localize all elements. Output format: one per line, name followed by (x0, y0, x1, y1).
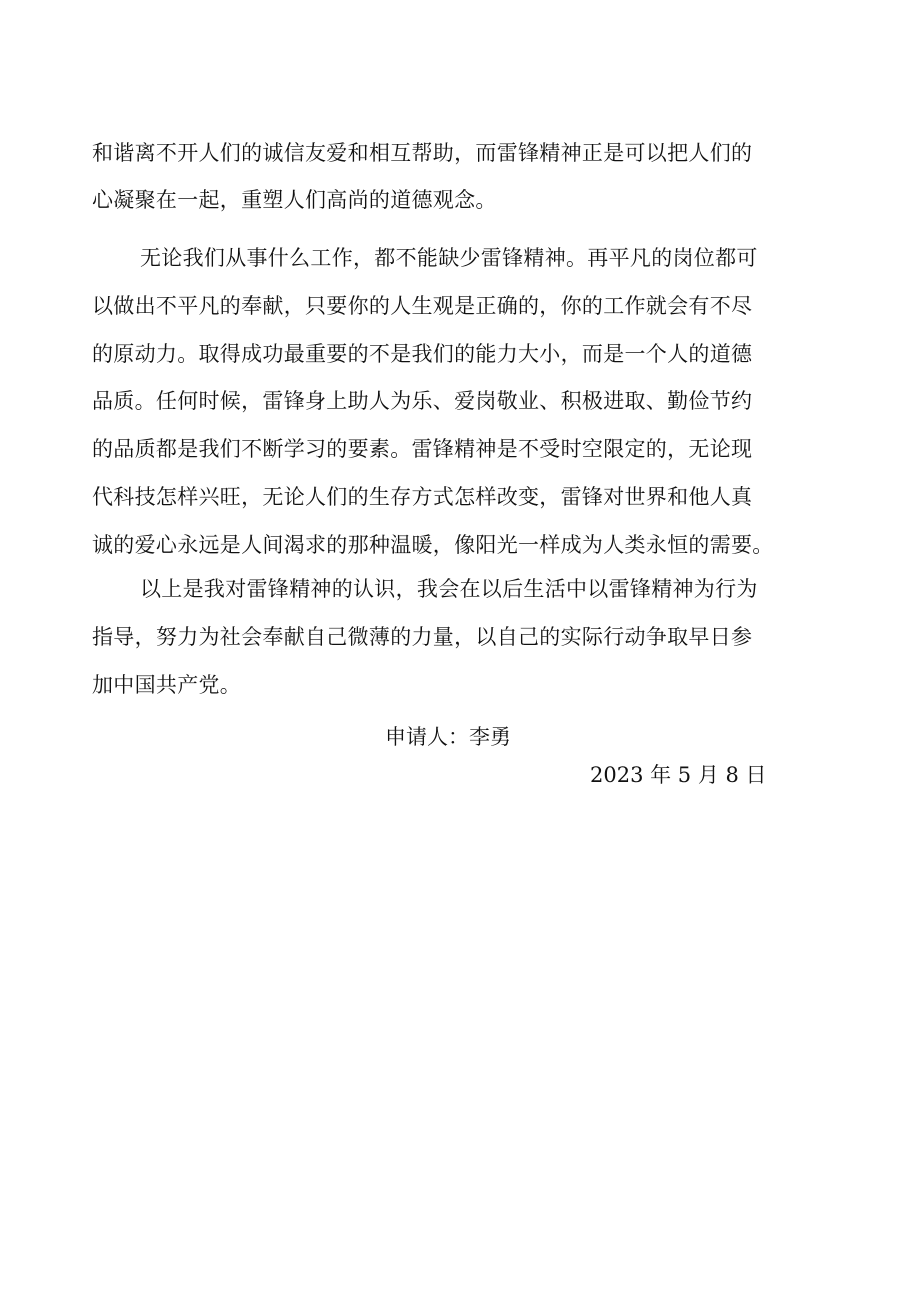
paragraph-1-line-2: 心凝聚在一起，重塑人们高尚的道德观念。 (92, 188, 497, 212)
signature-date: 2023 年 5 月 8 日 (590, 763, 767, 787)
paragraph-3-line-2: 指导，努力为社会奉献自己微薄的力量，以自己的实际行动争取早日参 (92, 625, 753, 649)
paragraph-2-line-6: 代科技怎样兴旺，无论人们的生存方式怎样改变，雷锋对世界和他人真 (92, 485, 753, 509)
paragraph-2-line-4: 品质。任何时候，雷锋身上助人为乐、爱岗敬业、积极进取、勤俭节约 (92, 389, 753, 413)
paragraph-2-line-5: 的品质都是我们不断学习的要素。雷锋精神是不受时空限定的，无论现 (92, 437, 753, 461)
paragraph-3-line-1: 以上是我对雷锋精神的认识，我会在以后生活中以雷锋精神为行为 (140, 577, 758, 601)
applicant-signature: 申请人：李勇 (385, 725, 511, 749)
paragraph-3-line-3: 加中国共产党。 (92, 673, 242, 697)
paragraph-2-line-2: 以做出不平凡的奉献，只要你的人生观是正确的，你的工作就会有不尽 (92, 294, 753, 318)
paragraph-1-line-1: 和谐离不开人们的诚信友爱和相互帮助，而雷锋精神正是可以把人们的 (92, 141, 753, 165)
paragraph-2-line-3: 的原动力。取得成功最重要的不是我们的能力大小，而是一个人的道德 (92, 342, 753, 366)
paragraph-2-line-7: 诚的爱心永远是人间渴求的那种温暖，像阳光一样成为人类永恒的需要。 (92, 533, 774, 557)
paragraph-2-line-1: 无论我们从事什么工作，都不能缺少雷锋精神。再平凡的岗位都可 (140, 246, 758, 270)
